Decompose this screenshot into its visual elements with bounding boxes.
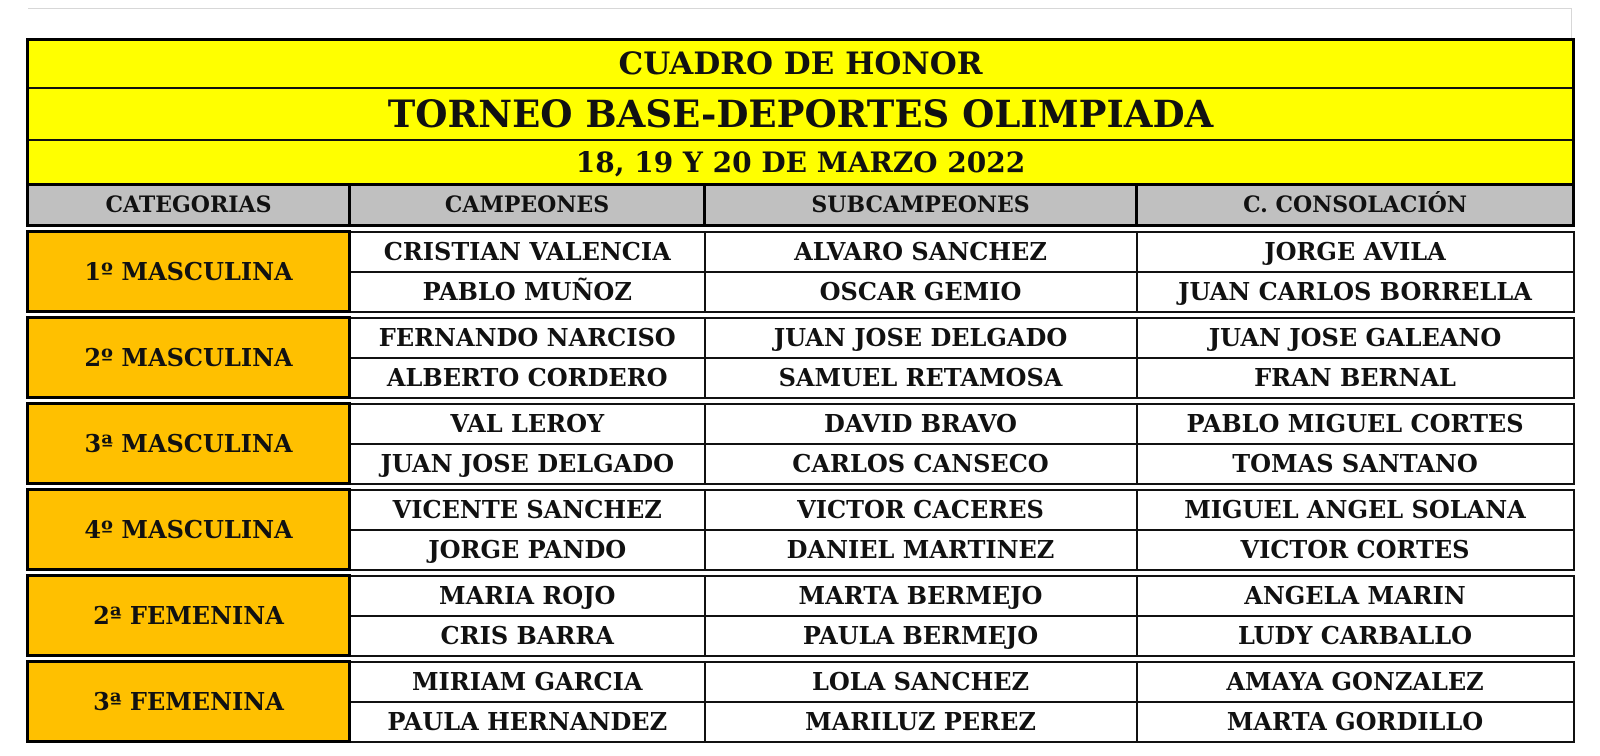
runner-up-cell: OSCAR GEMIO — [705, 272, 1137, 312]
runner-up-cell: CARLOS CANSECO — [705, 444, 1137, 484]
champion-cell: VICENTE SANCHEZ — [350, 490, 705, 530]
runner-up-cell: ALVARO SANCHEZ — [705, 232, 1137, 272]
runner-up-cell: MARILUZ PEREZ — [705, 702, 1137, 742]
runner-up-cell: LOLA SANCHEZ — [705, 662, 1137, 702]
champion-cell: PABLO MUÑOZ — [350, 272, 705, 312]
consolation-cell: JUAN CARLOS BORRELLA — [1137, 272, 1574, 312]
champion-cell: JUAN JOSE DELGADO — [350, 444, 705, 484]
champion-cell: VAL LEROY — [350, 404, 705, 444]
runner-up-cell: VICTOR CACERES — [705, 490, 1137, 530]
runner-up-cell: SAMUEL RETAMOSA — [705, 358, 1137, 398]
header-subcampeones: SUBCAMPEONES — [705, 185, 1137, 226]
header-categorias: CATEGORIAS — [28, 185, 350, 226]
consolation-cell: VICTOR CORTES — [1137, 530, 1574, 570]
table-title: CUADRO DE HONOR — [28, 40, 1574, 89]
runner-up-cell: MARTA BERMEJO — [705, 576, 1137, 616]
table-row — [28, 232, 1574, 272]
champion-cell: JORGE PANDO — [350, 530, 705, 570]
consolation-cell: JORGE AVILA — [1137, 232, 1574, 272]
table-row — [28, 662, 1574, 702]
consolation-cell: JUAN JOSE GALEANO — [1137, 318, 1574, 358]
tournament-dates: 18, 19 Y 20 DE MARZO 2022 — [28, 140, 1574, 185]
page-right-border — [1571, 8, 1572, 38]
consolation-cell: PABLO MIGUEL CORTES — [1137, 404, 1574, 444]
category-cell: 2ª FEMENINA — [28, 576, 350, 656]
champion-cell: MARIA ROJO — [350, 576, 705, 616]
consolation-cell: FRAN BERNAL — [1137, 358, 1574, 398]
header-campeones: CAMPEONES — [350, 185, 705, 226]
tournament-name: TORNEO BASE-DEPORTES OLIMPIADA — [28, 88, 1574, 140]
consolation-cell: TOMAS SANTANO — [1137, 444, 1574, 484]
runner-up-cell: DANIEL MARTINEZ — [705, 530, 1137, 570]
runner-up-cell: JUAN JOSE DELGADO — [705, 318, 1137, 358]
title-row — [28, 40, 1574, 89]
consolation-cell: LUDY CARBALLO — [1137, 616, 1574, 656]
honor-table — [26, 38, 1575, 743]
table-row — [28, 318, 1574, 358]
header-row — [28, 185, 1574, 226]
champion-cell: CRISTIAN VALENCIA — [350, 232, 705, 272]
category-cell: 4º MASCULINA — [28, 490, 350, 570]
page-top-border — [28, 8, 1572, 9]
category-cell: 3ª FEMENINA — [28, 662, 350, 742]
consolation-cell: ANGELA MARIN — [1137, 576, 1574, 616]
champion-cell: FERNANDO NARCISO — [350, 318, 705, 358]
header-consolacion: C. CONSOLACIÓN — [1137, 185, 1574, 226]
consolation-cell: MARTA GORDILLO — [1137, 702, 1574, 742]
champion-cell: MIRIAM GARCIA — [350, 662, 705, 702]
table-row — [28, 490, 1574, 530]
champion-cell: CRIS BARRA — [350, 616, 705, 656]
results-body — [28, 226, 1574, 742]
table-row — [28, 404, 1574, 444]
category-cell: 3ª MASCULINA — [28, 404, 350, 484]
table-row — [28, 576, 1574, 616]
category-cell: 2º MASCULINA — [28, 318, 350, 398]
consolation-cell: AMAYA GONZALEZ — [1137, 662, 1574, 702]
consolation-cell: MIGUEL ANGEL SOLANA — [1137, 490, 1574, 530]
subtitle-row — [28, 88, 1574, 140]
champion-cell: PAULA HERNANDEZ — [350, 702, 705, 742]
champion-cell: ALBERTO CORDERO — [350, 358, 705, 398]
runner-up-cell: PAULA BERMEJO — [705, 616, 1137, 656]
dates-row — [28, 140, 1574, 185]
category-cell: 1º MASCULINA — [28, 232, 350, 312]
runner-up-cell: DAVID BRAVO — [705, 404, 1137, 444]
